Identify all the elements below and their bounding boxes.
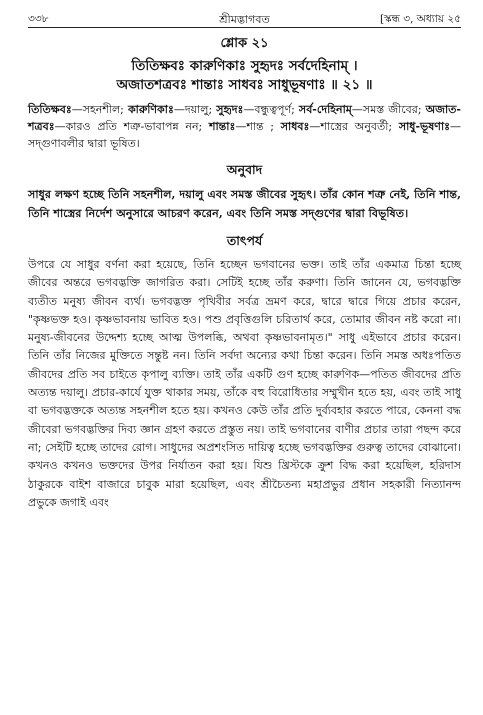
synonym-term: অজাত-শত্রবঃ	[28, 103, 461, 133]
synonym-term: তিতিক্ষবঃ	[28, 103, 72, 116]
purport-text: উপরে যে সাধুর বর্ণনা করা হয়েছে, তিনি হচ্ছেন ভগবানের ভক্ত। তাই তাঁর একমাত্র চিন্তা হচ্ছে জীবের অন্তরে ভগবদ্ভক্তি জাগরিত করা। সেটিই হচ্ছে তাঁর করুণা। তিনি জানেন যে, ভগবদ্ভক্তি ব্যতীত মনুষ্য জীবন ব্যর্থ। ভগবদ্ভক্ত পৃথিবীর সর্বত্র ভ্রমণ করে, দ্বারে দ্বারে গিয়ে প্রচার করেন, "কৃষ্ণভক্ত হও। কৃষ্ণভাবনায় ভাবিত হও। পশু প্রবৃত্তিগুলি চরিতার্থ করে, তোমার জীবন নষ্ট করো না। মনুষ্য-জীবনের উদ্দেশ্য হচ্ছে আত্ম উপলব্ধি, অথবা কৃষ্ণভাবনামৃত।" সাধু এইভাবে প্রচার করেন। তিনি তাঁর নিজের মুক্তিতে সন্তুষ্ট নন। তিনি সর্বদা অন্যের কথা চিন্তা করেন। তিনি সমস্ত অধঃপতিত জীবদের প্রতি সব চাইতে কৃপালু ব্যক্তি। তাই তাঁর একটি গুণ হচ্ছে কারুণিক—পতিত জীবদের প্রতি অত্যন্ত দয়ালু। প্রচার-কার্যে যুক্ত থাকার সময়, তাঁকে বহু বিরোধিতার সম্মুখীন হতে হয়, এবং তাই সাধু বা ভগবদ্ভক্তকে অত্যন্ত সহনশীল হতে হয়। কখনও কেউ তাঁর প্রতি দুর্ব্যবহার করতে পারে, কেননা বদ্ধ জীবেরা ভগবদ্ভক্তির দিব্য জ্ঞান গ্রহণ করতে প্রস্তুত নয়। তাই ভগবানের বাণীর প্রচার তারা পছন্দ করে না; সেইটি হচ্ছে তাদের রোগ। সাধুদের অপ্রশংসিত দায়িত্ব হচ্ছে ভগবদ্ভক্তির গুরুত্ব তাদের বোঝানো। কখনও কখনও ভক্তদের উপর নির্যাতন করা হয়। যিশু খ্রিস্টকে ক্রুশ বিদ্ধ করা হয়েছিল, হরিদাস ঠাকুরকে বাইশ বাজারে চাবুক মারা হয়েছিল, এবং শ্রীচৈতন্য মহাপ্রভুর প্রধান সহকারী নিত্যানন্দ প্রভুকে জগাই এবং	[28, 258, 461, 509]
word-synonyms	[28, 101, 461, 152]
purport-heading: তাৎপর্য	[226, 233, 263, 248]
synonym-term: সর্ব-দেহিনাম্	[298, 103, 352, 116]
book-title: শ্রীমদ্ভাগবত	[219, 13, 270, 26]
page-header	[28, 10, 461, 26]
synonym-meaning: শান্ত ;	[246, 120, 281, 133]
page-number: ৩৩৮	[28, 13, 49, 25]
synonym-meaning: সদ্‌গুণাবলীর দ্বারা ভূষিত।	[28, 137, 140, 150]
synonym-meaning: সমস্ত জীবের;	[362, 103, 426, 116]
verse-title: শ্লোক ২১	[220, 36, 269, 51]
synonym-entry: কারুণিকাঃ—দয়ালু;	[127, 103, 217, 116]
synonym-entry: শান্তাঃ—শান্ত ;	[208, 120, 281, 133]
synonym-entry: সর্ব-দেহিনাম্—সমস্ত জীবের;	[298, 103, 426, 116]
synonym-term: কারুণিকাঃ	[127, 103, 174, 116]
synonym-term: সাধবঃ	[280, 120, 310, 133]
synonym-entry: সুহৃদঃ—বন্ধুত্বপূর্ণ;	[216, 103, 299, 116]
synonym-term: শান্তাঃ	[208, 120, 236, 133]
synonym-meaning: সহনশীল;	[82, 103, 128, 116]
synonym-term: সুহৃদঃ	[216, 103, 244, 116]
synonym-meaning: শাস্ত্রের অনুবর্তী;	[320, 120, 399, 133]
synonym-term: সাধু-ভূষণাঃ	[398, 120, 450, 133]
verse-line-1: তিতিক্ষবঃ কারুণিকাঃ সুহৃদঃ সর্বদেহিনাম্ ।	[131, 58, 358, 74]
chapter-reference: [স্কন্ধ ৩, অধ্যায় ২৫	[379, 13, 461, 25]
synonym-meaning: কারও প্রতি শত্রু-ভাবাপন্ন নন;	[65, 120, 209, 133]
synonym-meaning: বন্ধুত্বপূর্ণ;	[254, 103, 299, 116]
translation-heading: অনুবাদ	[226, 162, 263, 177]
synonym-entry: অজাত-শত্রবঃ—কারও প্রতি শত্রু-ভাবাপন্ন নন;	[28, 103, 461, 133]
synonym-entry: সাধবঃ—শাস্ত্রের অনুবর্তী;	[280, 120, 399, 133]
synonym-meaning: দয়ালু;	[184, 103, 217, 116]
translation-text: সাধুর লক্ষণ হচ্ছে তিনি সহনশীল, দয়ালু এবং সমস্ত জীবের সুহৃৎ। তাঁর কোন শত্রু নেই, তিনি শান্ত, তিনি শাস্ত্রের নির্দেশ অনুসারে আচরণ করেন, এবং তিনি সমস্ত সদ্‌গুণের দ্বারা বিভূষিত।	[28, 187, 461, 220]
synonym-entry: তিতিক্ষবঃ—সহনশীল;	[28, 103, 128, 116]
verse-line-2: অজাতশত্রবঃ শান্তাঃ সাধবঃ সাধুভূষণাঃ ॥ ২১ ॥	[116, 77, 373, 93]
synonym-entry: সাধু-ভূষণাঃ—সদ্‌গুণাবলীর দ্বারা ভূষিত।	[28, 120, 461, 150]
